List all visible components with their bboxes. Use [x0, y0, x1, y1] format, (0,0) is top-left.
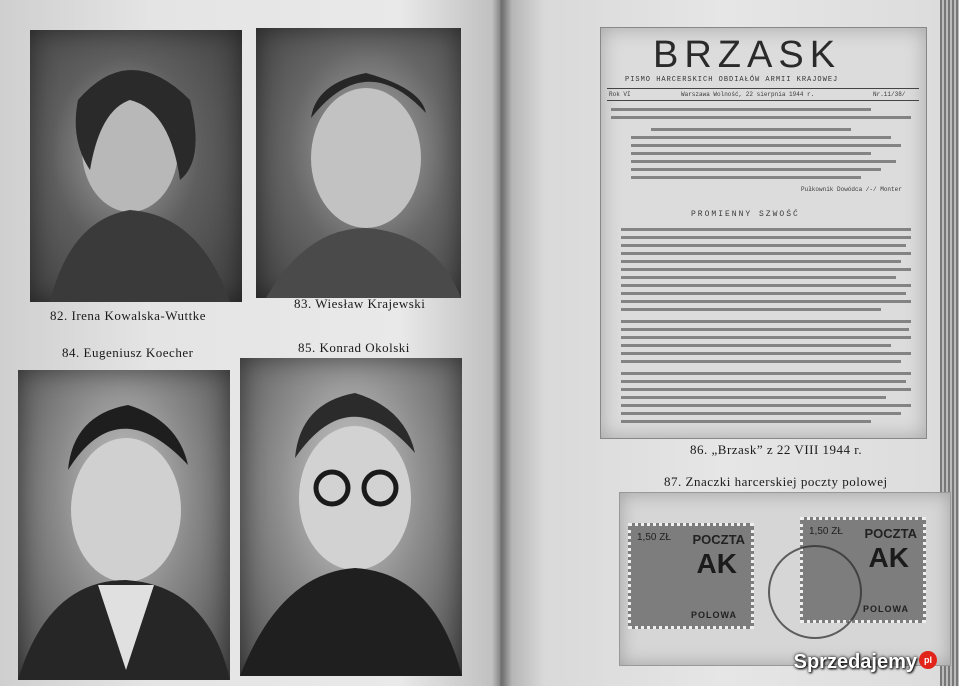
- text-line: [611, 108, 871, 111]
- photo-84-portrait: [18, 370, 230, 680]
- stamp-polowa-label: POLOWA: [863, 604, 909, 614]
- watermark-text: Sprzedajemy: [793, 651, 917, 673]
- stamp-left: [628, 523, 754, 629]
- text-line: [621, 252, 911, 255]
- text-line: [631, 144, 901, 147]
- portrait-silhouette-85: [240, 358, 462, 676]
- text-line: [621, 372, 911, 375]
- postmark-circle: [768, 545, 862, 639]
- caption-86: 86. „Brzask” z 22 VIII 1944 r.: [690, 442, 863, 457]
- text-line: [621, 336, 911, 339]
- text-line: [631, 168, 881, 171]
- field-post-stamps: [619, 492, 951, 666]
- stamp-value: 1,50 ZŁ: [637, 532, 671, 543]
- issue-date: Warszawa Wolność, 22 sierpnia 1944 r.: [681, 91, 815, 98]
- watermark-logo: [794, 651, 937, 674]
- text-line: [631, 160, 896, 163]
- caption-84: 84. Eugeniusz Koecher: [62, 345, 194, 360]
- portrait-silhouette-83: [256, 28, 461, 298]
- text-line: [621, 284, 911, 287]
- stamp-value: 1,50 ZŁ: [809, 526, 843, 537]
- text-line: [621, 396, 886, 399]
- text-line: [621, 344, 891, 347]
- caption-82: 82. Irena Kowalska-Wuttke: [50, 308, 207, 323]
- order-signature: Pułkownik Dowódca /-/ Monter: [801, 186, 902, 193]
- text-line: [621, 328, 909, 331]
- text-line: [621, 260, 901, 263]
- caption-87: 87. Znaczki harcerskiej poczty polowej: [664, 474, 888, 489]
- text-line: [631, 136, 891, 139]
- caption-83: 83. Wiesław Krajewski: [294, 296, 426, 311]
- masthead-rule: [607, 88, 919, 89]
- text-line: [621, 352, 911, 355]
- date-rule: [607, 100, 919, 101]
- text-line: [631, 152, 871, 155]
- text-line: [621, 308, 881, 311]
- text-line: [631, 176, 861, 179]
- text-line: [621, 228, 911, 231]
- portrait-silhouette-82: [30, 30, 242, 302]
- text-line: [621, 360, 901, 363]
- stamp-poczta-label: POCZTA: [864, 526, 917, 541]
- text-line: [611, 116, 911, 119]
- text-line: [621, 320, 911, 323]
- text-line: [621, 404, 911, 407]
- stamp-ak-label: AK: [868, 542, 909, 573]
- issue-number: Nr.11/38/: [873, 91, 906, 98]
- text-line: [621, 236, 911, 239]
- text-line: [621, 244, 906, 247]
- text-line: [621, 276, 896, 279]
- photo-82-portrait: [30, 30, 242, 302]
- watermark-badge: pl: [919, 651, 937, 669]
- text-line: [651, 128, 851, 131]
- brzask-newspaper: [600, 27, 927, 439]
- caption-85: 85. Konrad Okolski: [298, 340, 410, 355]
- stamp-poczta-label: POCZTA: [692, 532, 745, 547]
- photo-85-portrait: [240, 358, 462, 676]
- article-headline: PROMIENNY SZWOŚĆ: [691, 210, 800, 219]
- portrait-silhouette-84: [18, 370, 230, 680]
- newspaper-subhead: PISMO HARCERSKICH OBDIAŁÓW ARMII KRAJOWEJ: [625, 76, 839, 84]
- text-line: [621, 420, 871, 423]
- text-line: [621, 300, 911, 303]
- newspaper-masthead: BRZASK: [653, 34, 842, 76]
- stamp-polowa-label: POLOWA: [691, 610, 737, 620]
- issue-volume: Rok VI: [609, 91, 631, 98]
- text-line: [621, 388, 911, 391]
- text-line: [621, 268, 911, 271]
- text-line: [621, 292, 906, 295]
- text-line: [621, 412, 901, 415]
- book-gutter: [492, 0, 512, 686]
- stamp-ak-label: AK: [696, 548, 737, 579]
- photo-83-portrait: [256, 28, 461, 298]
- text-line: [621, 380, 906, 383]
